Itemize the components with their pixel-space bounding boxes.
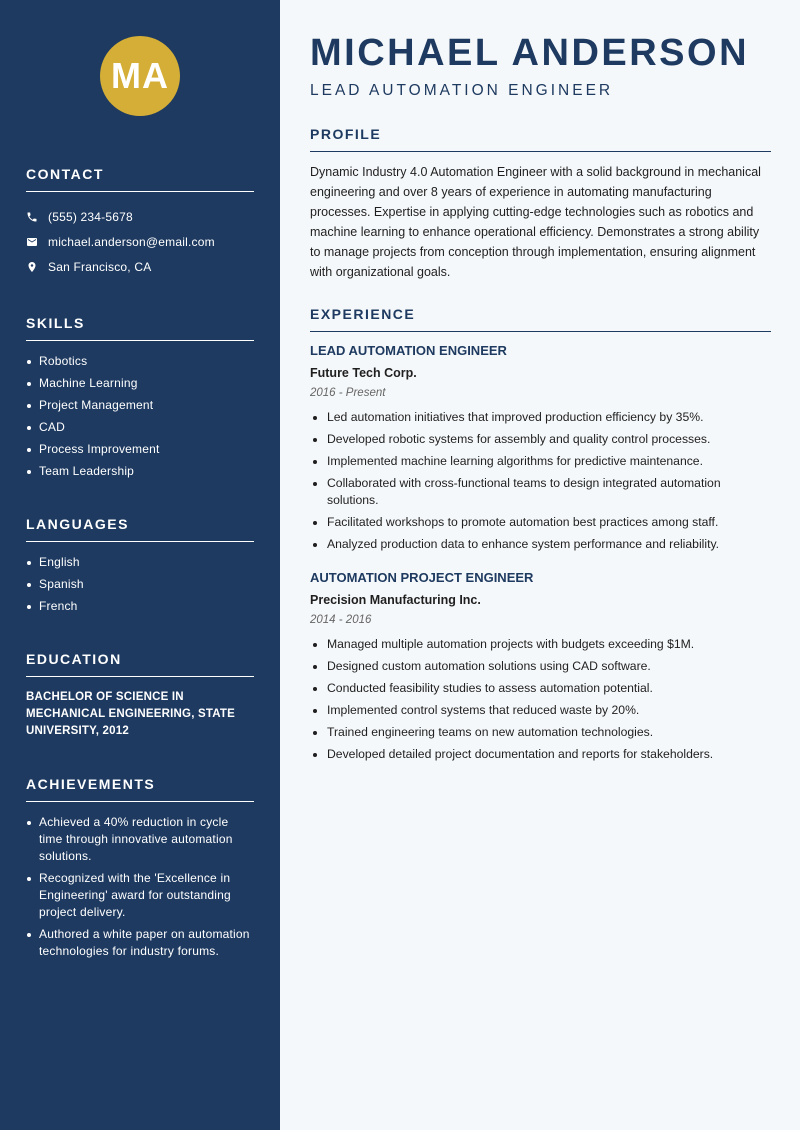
skills-section xyxy=(26,315,254,480)
skill-item: Process Improvement xyxy=(26,441,254,458)
job-bullets xyxy=(310,409,771,553)
profile-title: PROFILE xyxy=(310,126,771,152)
job-bullet: Collaborated with cross-functional teams to design integrated automation solutions. xyxy=(310,475,771,509)
contact-title: CONTACT xyxy=(26,166,254,192)
candidate-name: MICHAEL ANDERSON xyxy=(310,32,750,74)
job-title: AUTOMATION PROJECT ENGINEER xyxy=(310,570,534,585)
skill-item: Project Management xyxy=(26,397,254,414)
achievement-item: Authored a white paper on automation technologies for industry forums. xyxy=(26,926,254,960)
experience-title: EXPERIENCE xyxy=(310,306,771,332)
job-bullet: Designed custom automation solutions using CAD software. xyxy=(310,658,771,675)
job-bullet: Implemented control systems that reduced waste by 20%. xyxy=(310,702,771,719)
job-dates: 2016 - Present xyxy=(310,387,386,399)
skills-title: SKILLS xyxy=(26,315,254,341)
email-text: michael.anderson@email.com xyxy=(48,234,215,249)
company-name: Precision Manufacturing Inc. xyxy=(310,593,481,607)
job-title: LEAD AUTOMATION ENGINEER xyxy=(310,343,507,358)
profile-section xyxy=(310,126,771,282)
education-title: EDUCATION xyxy=(26,651,254,677)
job-bullet: Implemented machine learning algorithms for predictive maintenance. xyxy=(310,453,771,470)
languages-title: LANGUAGES xyxy=(26,516,254,542)
phone-icon xyxy=(26,211,38,223)
avatar: MA xyxy=(100,36,180,116)
skills-list xyxy=(26,353,254,480)
job-bullet: Developed robotic systems for assembly and quality control processes. xyxy=(310,431,771,448)
languages-list xyxy=(26,554,254,615)
main-content xyxy=(280,0,800,1130)
achievements-title: ACHIEVEMENTS xyxy=(26,776,254,802)
phone-text: (555) 234-5678 xyxy=(48,209,133,224)
experience-section xyxy=(310,306,771,763)
job-bullet: Developed detailed project documentation and reports for stakeholders. xyxy=(310,746,771,763)
email-icon xyxy=(26,236,38,248)
location-text: San Francisco, CA xyxy=(48,259,152,274)
job-bullets xyxy=(310,636,771,763)
job-bullet: Conducted feasibility studies to assess automation potential. xyxy=(310,680,771,697)
contact-location xyxy=(26,254,254,279)
skill-item: Robotics xyxy=(26,353,254,370)
achievement-item: Achieved a 40% reduction in cycle time through innovative automation solutions. xyxy=(26,814,254,865)
job-entry xyxy=(310,342,771,553)
achievements-list xyxy=(26,814,254,960)
skill-item: Machine Learning xyxy=(26,375,254,392)
job-entry xyxy=(310,569,771,763)
job-dates: 2014 - 2016 xyxy=(310,614,372,626)
profile-summary: Dynamic Industry 4.0 Automation Engineer with a solid background in mechanical engineering and over 8 years of experience in automating manufacturing processes. Expertise in applying cutting-edge technologies such as robotics and machine learning to enhance operational efficiency. Demonstrates a strong ability to manage projects from conception through implementation, ensuring alignment with organizational goals. xyxy=(310,165,761,279)
language-item: English xyxy=(26,554,254,571)
candidate-role: LEAD AUTOMATION ENGINEER xyxy=(310,82,614,99)
contact-phone xyxy=(26,204,254,229)
languages-section xyxy=(26,516,254,615)
skill-item: Team Leadership xyxy=(26,463,254,480)
job-bullet: Facilitated workshops to promote automation best practices among staff. xyxy=(310,514,771,531)
job-bullet: Trained engineering teams on new automation technologies. xyxy=(310,724,771,741)
job-bullet: Led automation initiatives that improved production efficiency by 35%. xyxy=(310,409,771,426)
achievements-section xyxy=(26,776,254,960)
education-degree: BACHELOR OF SCIENCE IN MECHANICAL ENGINEERING, STATE UNIVERSITY, 2012 xyxy=(26,691,235,737)
job-bullet: Managed multiple automation projects with budgets exceeding $1M. xyxy=(310,636,771,653)
achievement-item: Recognized with the 'Excellence in Engineering' award for outstanding project delivery. xyxy=(26,870,254,921)
contact-email xyxy=(26,229,254,254)
contact-section xyxy=(26,166,254,279)
skill-item: CAD xyxy=(26,419,254,436)
job-bullet: Analyzed production data to enhance system performance and reliability. xyxy=(310,536,771,553)
sidebar xyxy=(0,0,280,1130)
language-item: French xyxy=(26,598,254,615)
location-pin-icon xyxy=(26,261,38,273)
language-item: Spanish xyxy=(26,576,254,593)
company-name: Future Tech Corp. xyxy=(310,366,417,380)
education-section xyxy=(26,651,254,740)
